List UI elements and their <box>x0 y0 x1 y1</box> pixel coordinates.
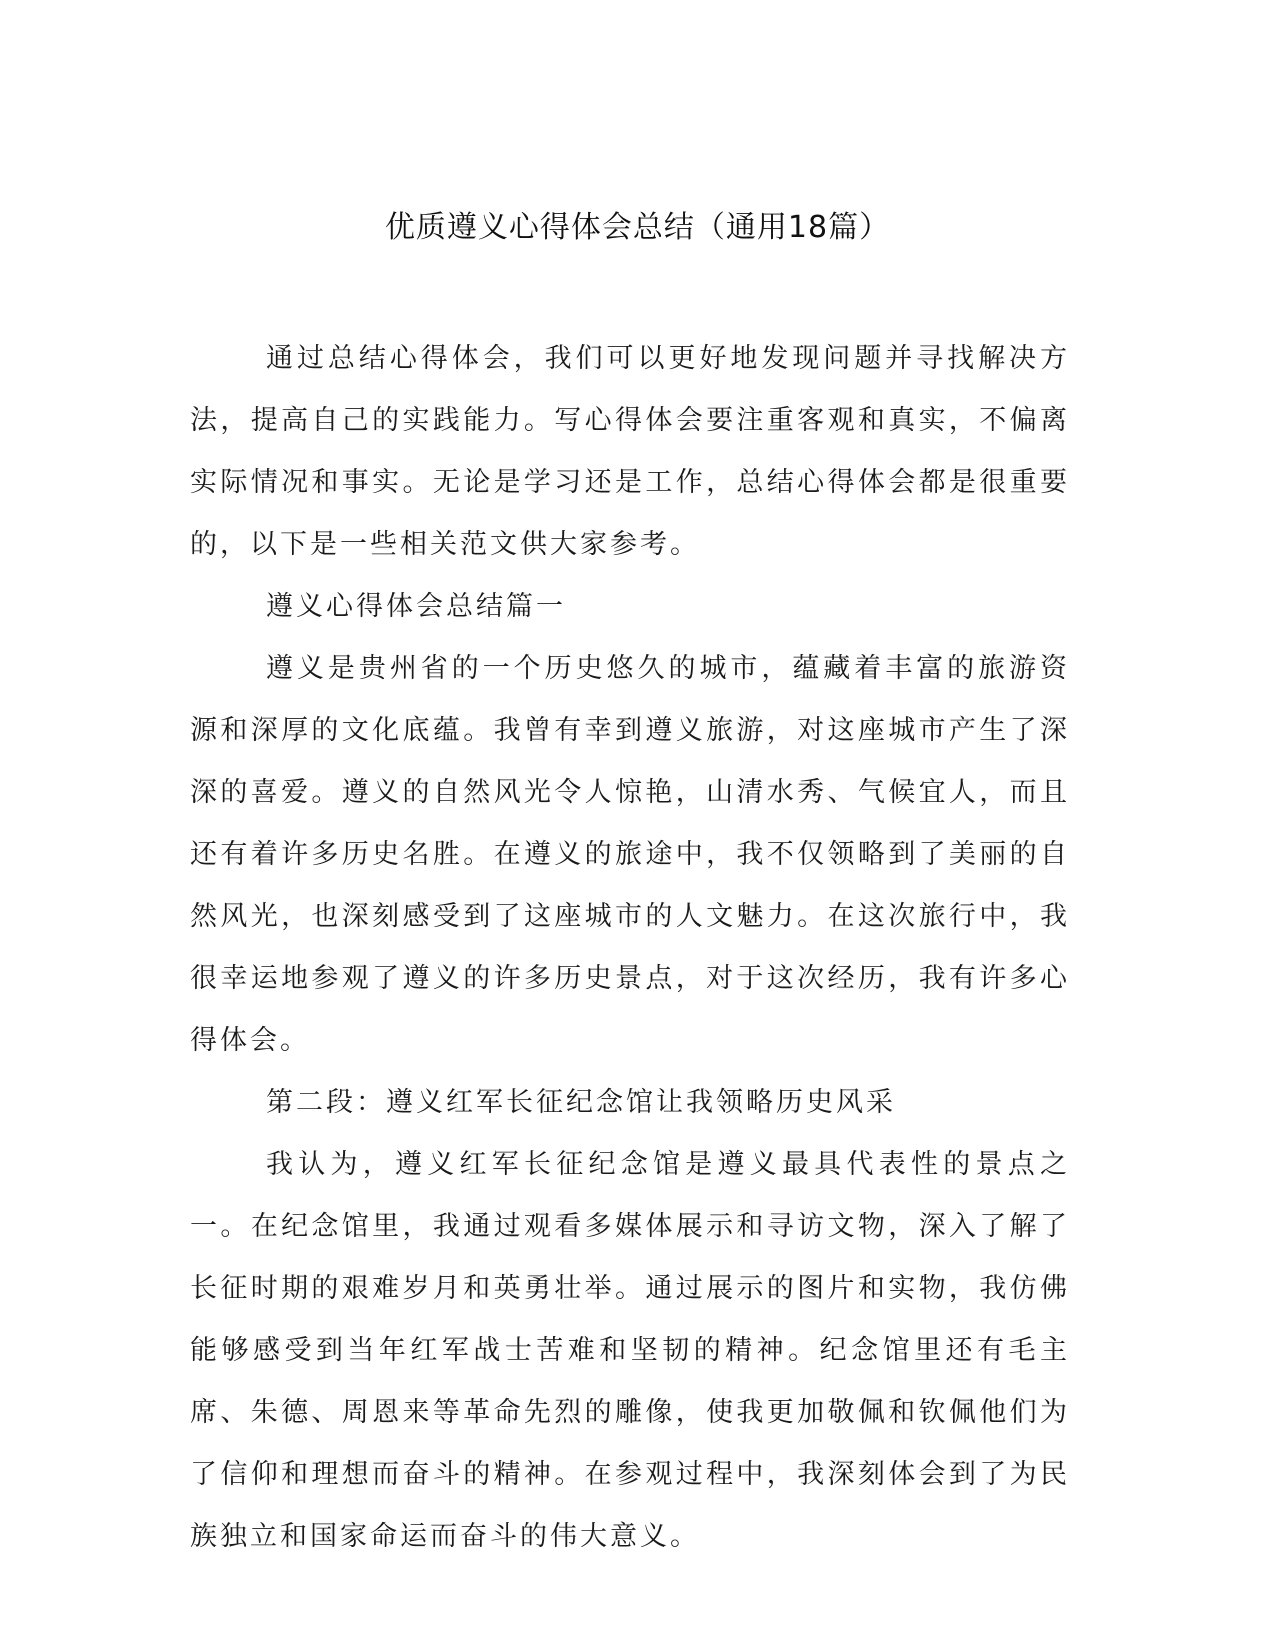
section-heading-2: 第二段：遵义红军长征纪念馆让我领略历史风采 <box>266 1087 896 1118</box>
section-heading-1: 遵义心得体会总结篇一 <box>266 591 566 622</box>
document-title: 优质遵义心得体会总结（通用18篇） <box>384 210 891 245</box>
document-body <box>190 328 1070 1568</box>
section-1-paragraph: 遵义是贵州省的一个历史悠久的城市，蕴藏着丰富的旅游资源和深厚的文化底蕴。我曾有幸到遵义旅游，对这座城市产生了深深的喜爱。遵义的自然风光令人惊艳，山清水秀、气候宜人，而且还有着许多历史名胜。在遵义的旅途中，我不仅领略到了美丽的自然风光，也深刻感受到了这座城市的人文魅力。在这次旅行中，我很幸运地参观了遵义的许多历史景点，对于这次经历，我有许多心得体会。 <box>190 653 1070 1056</box>
section-2-paragraph: 我认为，遵义红军长征纪念馆是遵义最具代表性的景点之一。在纪念馆里，我通过观看多媒体展示和寻访文物，深入了解了长征时期的艰难岁月和英勇壮举。通过展示的图片和实物，我仿佛能够感受到当年红军战士苦难和坚韧的精神。纪念馆里还有毛主席、朱德、周恩来等革命先烈的雕像，使我更加敬佩和钦佩他们为了信仰和理想而奋斗的精神。在参观过程中，我深刻体会到了为民族独立和国家命运而奋斗的伟大意义。 <box>190 1149 1070 1552</box>
intro-paragraph: 通过总结心得体会，我们可以更好地发现问题并寻找解决方法，提高自己的实践能力。写心得体会要注重客观和真实，不偏离实际情况和事实。无论是学习还是工作，总结心得体会都是很重要的，以下是一些相关范文供大家参考。 <box>190 343 1070 560</box>
